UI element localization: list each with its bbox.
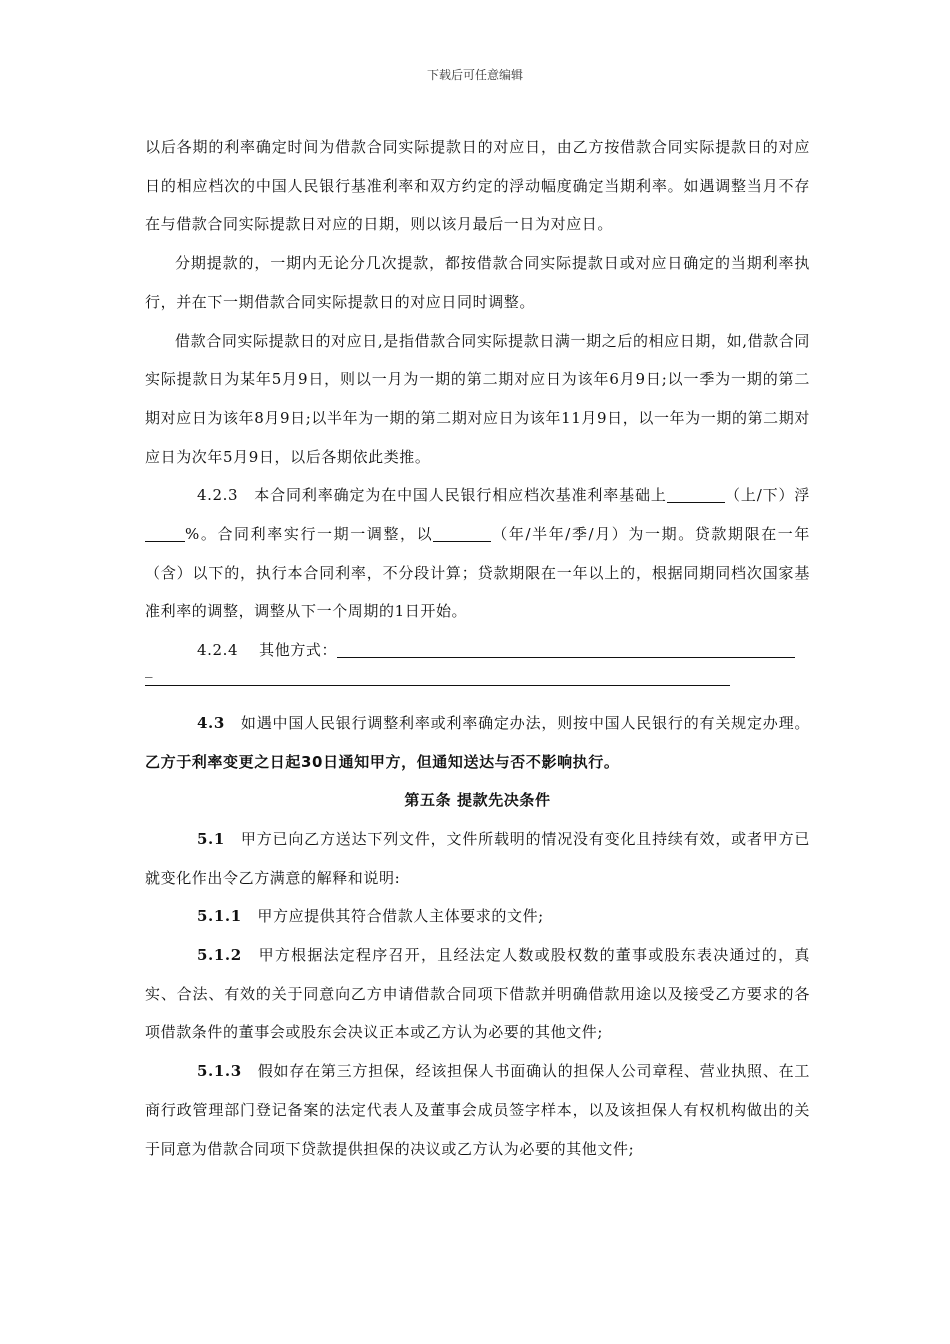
clause-4-2-4 xyxy=(145,631,810,670)
clause-5-1-3 xyxy=(145,1052,810,1168)
clause-5-1 xyxy=(145,820,810,897)
clause-4-2-3 xyxy=(145,476,810,631)
clause-4-2-4-label: 4.2.4 其他方式： xyxy=(197,641,338,660)
clause-4-2-3-text-d: （年/半年/季/月）为一期。贷款期限在一年（含）以下的，执行本合同利率，不分段计算；贷款期限在一年以上的，根据同期同档次国家基准利率的调整，调整从下一个周期的1日开始。 xyxy=(145,525,810,621)
clause-4-3 xyxy=(145,704,810,781)
paragraph-rate-timing: 以后各期的利率确定时间为借款合同实际提款日的对应日，由乙方按借款合同实际提款日的对应日的相应档次的中国人民银行基准利率和双方约定的浮动幅度确定当期利率。如遇调整当月不存在与借款合同实际提款日对应的日期，则以该月最后一日为对应日。 xyxy=(145,138,810,234)
clause-5-1-1-text: 甲方应提供其符合借款人主体要求的文件; xyxy=(241,907,544,926)
blank-float-amount[interactable] xyxy=(667,486,725,504)
blank-period[interactable] xyxy=(433,525,491,543)
page-header: 下载后可任意编辑 xyxy=(426,68,523,82)
clause-5-1-2-text: 甲方根据法定程序召开，且经法定人数或股权数的董事或股东表决通过的，真实、合法、有效的关于同意向乙方申请借款合同项下借款并明确借款用途以及接受乙方要求的各项借款条件的董事会或股东会决议正本或乙方认为必要的其他文件; xyxy=(145,946,810,1042)
clause-5-1-3-text: 假如存在第三方担保，经该担保人书面确认的担保人公司章程、营业执照、在工商行政管理部门登记备案的法定代表人及董事会成员签字样本，以及该担保人有权机构做出的关于同意为借款合同项下贷款提供担保的决议或乙方认为必要的其他文件; xyxy=(145,1062,810,1158)
clause-4-3-bold: 乙方于利率变更之日起30日通知甲方，但通知送达与否不影响执行。 xyxy=(145,752,620,771)
clause-5-1-2-number: 5.1.2 xyxy=(197,946,242,965)
clause-4-2-3-text-c: %。合同利率实行一期一调整，以 xyxy=(185,525,434,544)
clause-5-1-number: 5.1 xyxy=(197,829,225,848)
clause-4-2-3-text-b: （上/下）浮 xyxy=(724,486,811,505)
section-title: 第五条 提款先决条件 xyxy=(404,791,551,810)
clause-5-1-1-number: 5.1.1 xyxy=(197,907,242,926)
clause-5-1-text: 甲方已向乙方送达下列文件，文件所载明的情况没有变化且持续有效，或者甲方已就变化作出令乙方满意的解释和说明: xyxy=(145,829,810,887)
clause-4-3-text: 如遇中国人民银行调整利率或利率确定办法，则按中国人民银行的有关规定办理。 xyxy=(224,713,810,732)
document-body xyxy=(145,128,810,1168)
blank-other-method-line-2[interactable] xyxy=(145,684,730,686)
clause-4-2-3-text-a: 4.2.3 本合同利率确定为在中国人民银行相应档次基准利率基础上 xyxy=(197,486,667,505)
clause-5-1-3-number: 5.1.3 xyxy=(197,1062,242,1081)
underscore-mark: _ xyxy=(145,659,154,678)
clause-4-3-number: 4.3 xyxy=(197,713,225,732)
clause-5-1-1 xyxy=(145,897,810,936)
blank-float-percent[interactable] xyxy=(145,525,185,543)
clause-5-1-2 xyxy=(145,936,810,1052)
paragraph-corresponding-date: 借款合同实际提款日的对应日,是指借款合同实际提款日满一期之后的相应日期，如,借款合同实际提款日为某年5月9日，则以一月为一期的第二期对应日为该年6月9日;以一季为一期的第二期对应日为该年8月9日;以半年为一期的第二期对应日为该年11月9日，以一年为一期的第二期对应日为次年5月9日，以后各期依此类推。 xyxy=(145,331,810,466)
blank-other-method[interactable] xyxy=(337,641,795,659)
paragraph-installment: 分期提款的，一期内无论分几次提款，都按借款合同实际提款日或对应日确定的当期利率执行，并在下一期借款合同实际提款日的对应日同时调整。 xyxy=(145,254,810,311)
